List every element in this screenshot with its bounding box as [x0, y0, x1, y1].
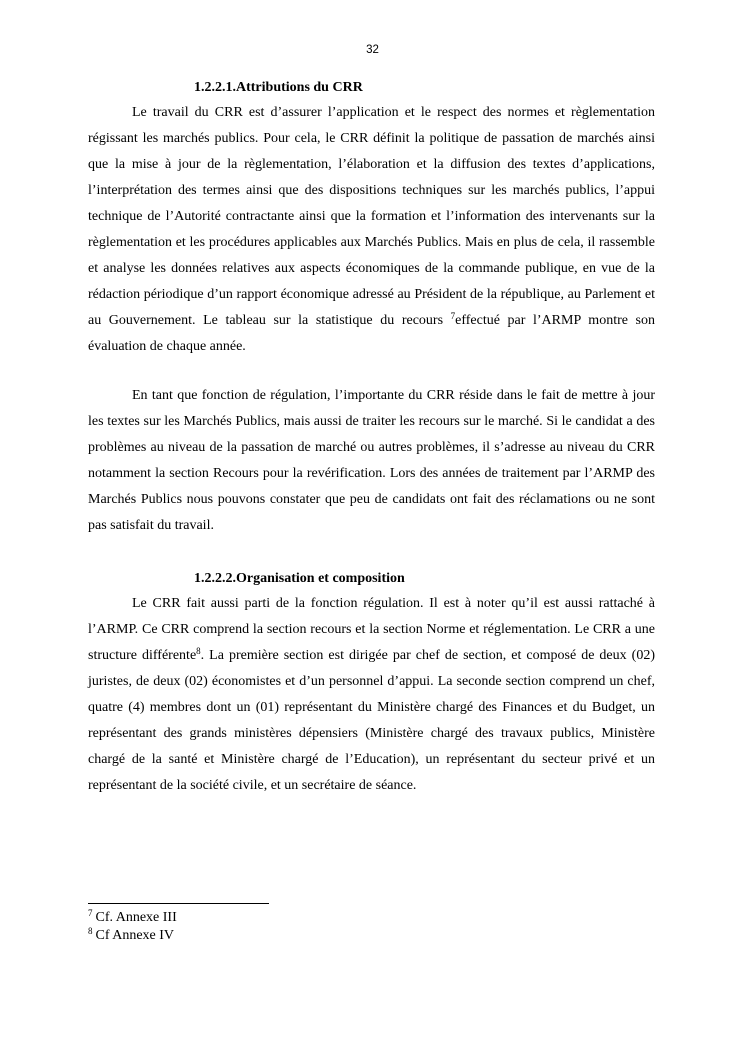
paragraph-organisation	[88, 591, 655, 799]
footnote-number: 8	[88, 926, 93, 936]
paragraph-text: effectué par l’ARMP montre son évaluation de chaque année.	[88, 313, 656, 354]
page-number: 32	[366, 44, 379, 56]
section-heading-attributions: 1.2.2.1.Attributions du CRR	[194, 80, 363, 95]
paragraph-text: . La première section est dirigée par chef de section, et composé de deux (02) juristes, de deux (02) économistes et d’un personnel d’appui. La seconde section comprend un chef, quatre (4) membres dont un (01) représentant du Ministère chargé des Finances et du Budget, un représentant des grands ministères dépensiers (Ministère chargé des travaux publics, Ministère chargé de la santé et Ministère chargé de l’Education), un représentant du secteur privé et un représentant de la société civile, et un secrétaire de séance.	[88, 648, 655, 793]
footnote-text: Cf. Annexe III	[95, 910, 177, 925]
footnote-text: Cf Annexe IV	[95, 928, 175, 943]
paragraph-text: Le CRR fait aussi parti de la fonction régulation. Il est à noter qu’il est aussi rattaché à l’ARMP. Ce CRR comprend la section recours et la section Norme et réglementation. Le CRR a une structure différente	[88, 596, 655, 663]
footnote-ref-7[interactable]: 7	[450, 311, 456, 321]
paragraph-attributions	[88, 100, 655, 360]
paragraph-regulation-role: En tant que fonction de régulation, l’importante du CRR réside dans le fait de mettre à jour les textes sur les Marchés Publics, mais aussi de traiter les recours sur le marché. Si le candidat a des problèmes au niveau de la passation de marché ou autres problèmes, il s’adresse au niveau du CRR notamment la section Recours pour la revérification. Lors des années de traitement par l’ARMP des Marchés Publics nous pouvons constater que peu de candidats ont fait des réclamations ou ne sont pas satisfait du travail.	[88, 388, 655, 533]
paragraph-text: Le travail du CRR est d’assurer l’application et le respect des normes et règlementation régissant les marchés publics. Pour cela, le CRR définit la politique de passation de marchés ainsi que la mise à jour de la règlementation, l’élaboration et la diffusion des textes d’applications, l’interprétation des termes ainsi que des dispositions techniques sur les marchés publics, l’appui technique de l’Autorité contractante ainsi que la formation et l’information des intervenants sur la règlementation et les procédures applicables aux Marchés Publics. Mais en plus de cela, il rassemble et analyse les données relatives aux aspects économiques de la commande publique, en vue de la rédaction périodique d’un rapport économique adressé au Président de la république, au Parlement et au Gouvernement. Le tableau sur la statistique du recours	[88, 105, 655, 328]
footnote-8	[88, 927, 174, 945]
footnote-7	[88, 909, 177, 927]
footnote-separator	[88, 903, 269, 904]
section-heading-organisation: 1.2.2.2.Organisation et composition	[194, 571, 405, 586]
footnote-ref-8[interactable]: 8	[196, 646, 201, 656]
footnote-number: 7	[88, 908, 93, 918]
